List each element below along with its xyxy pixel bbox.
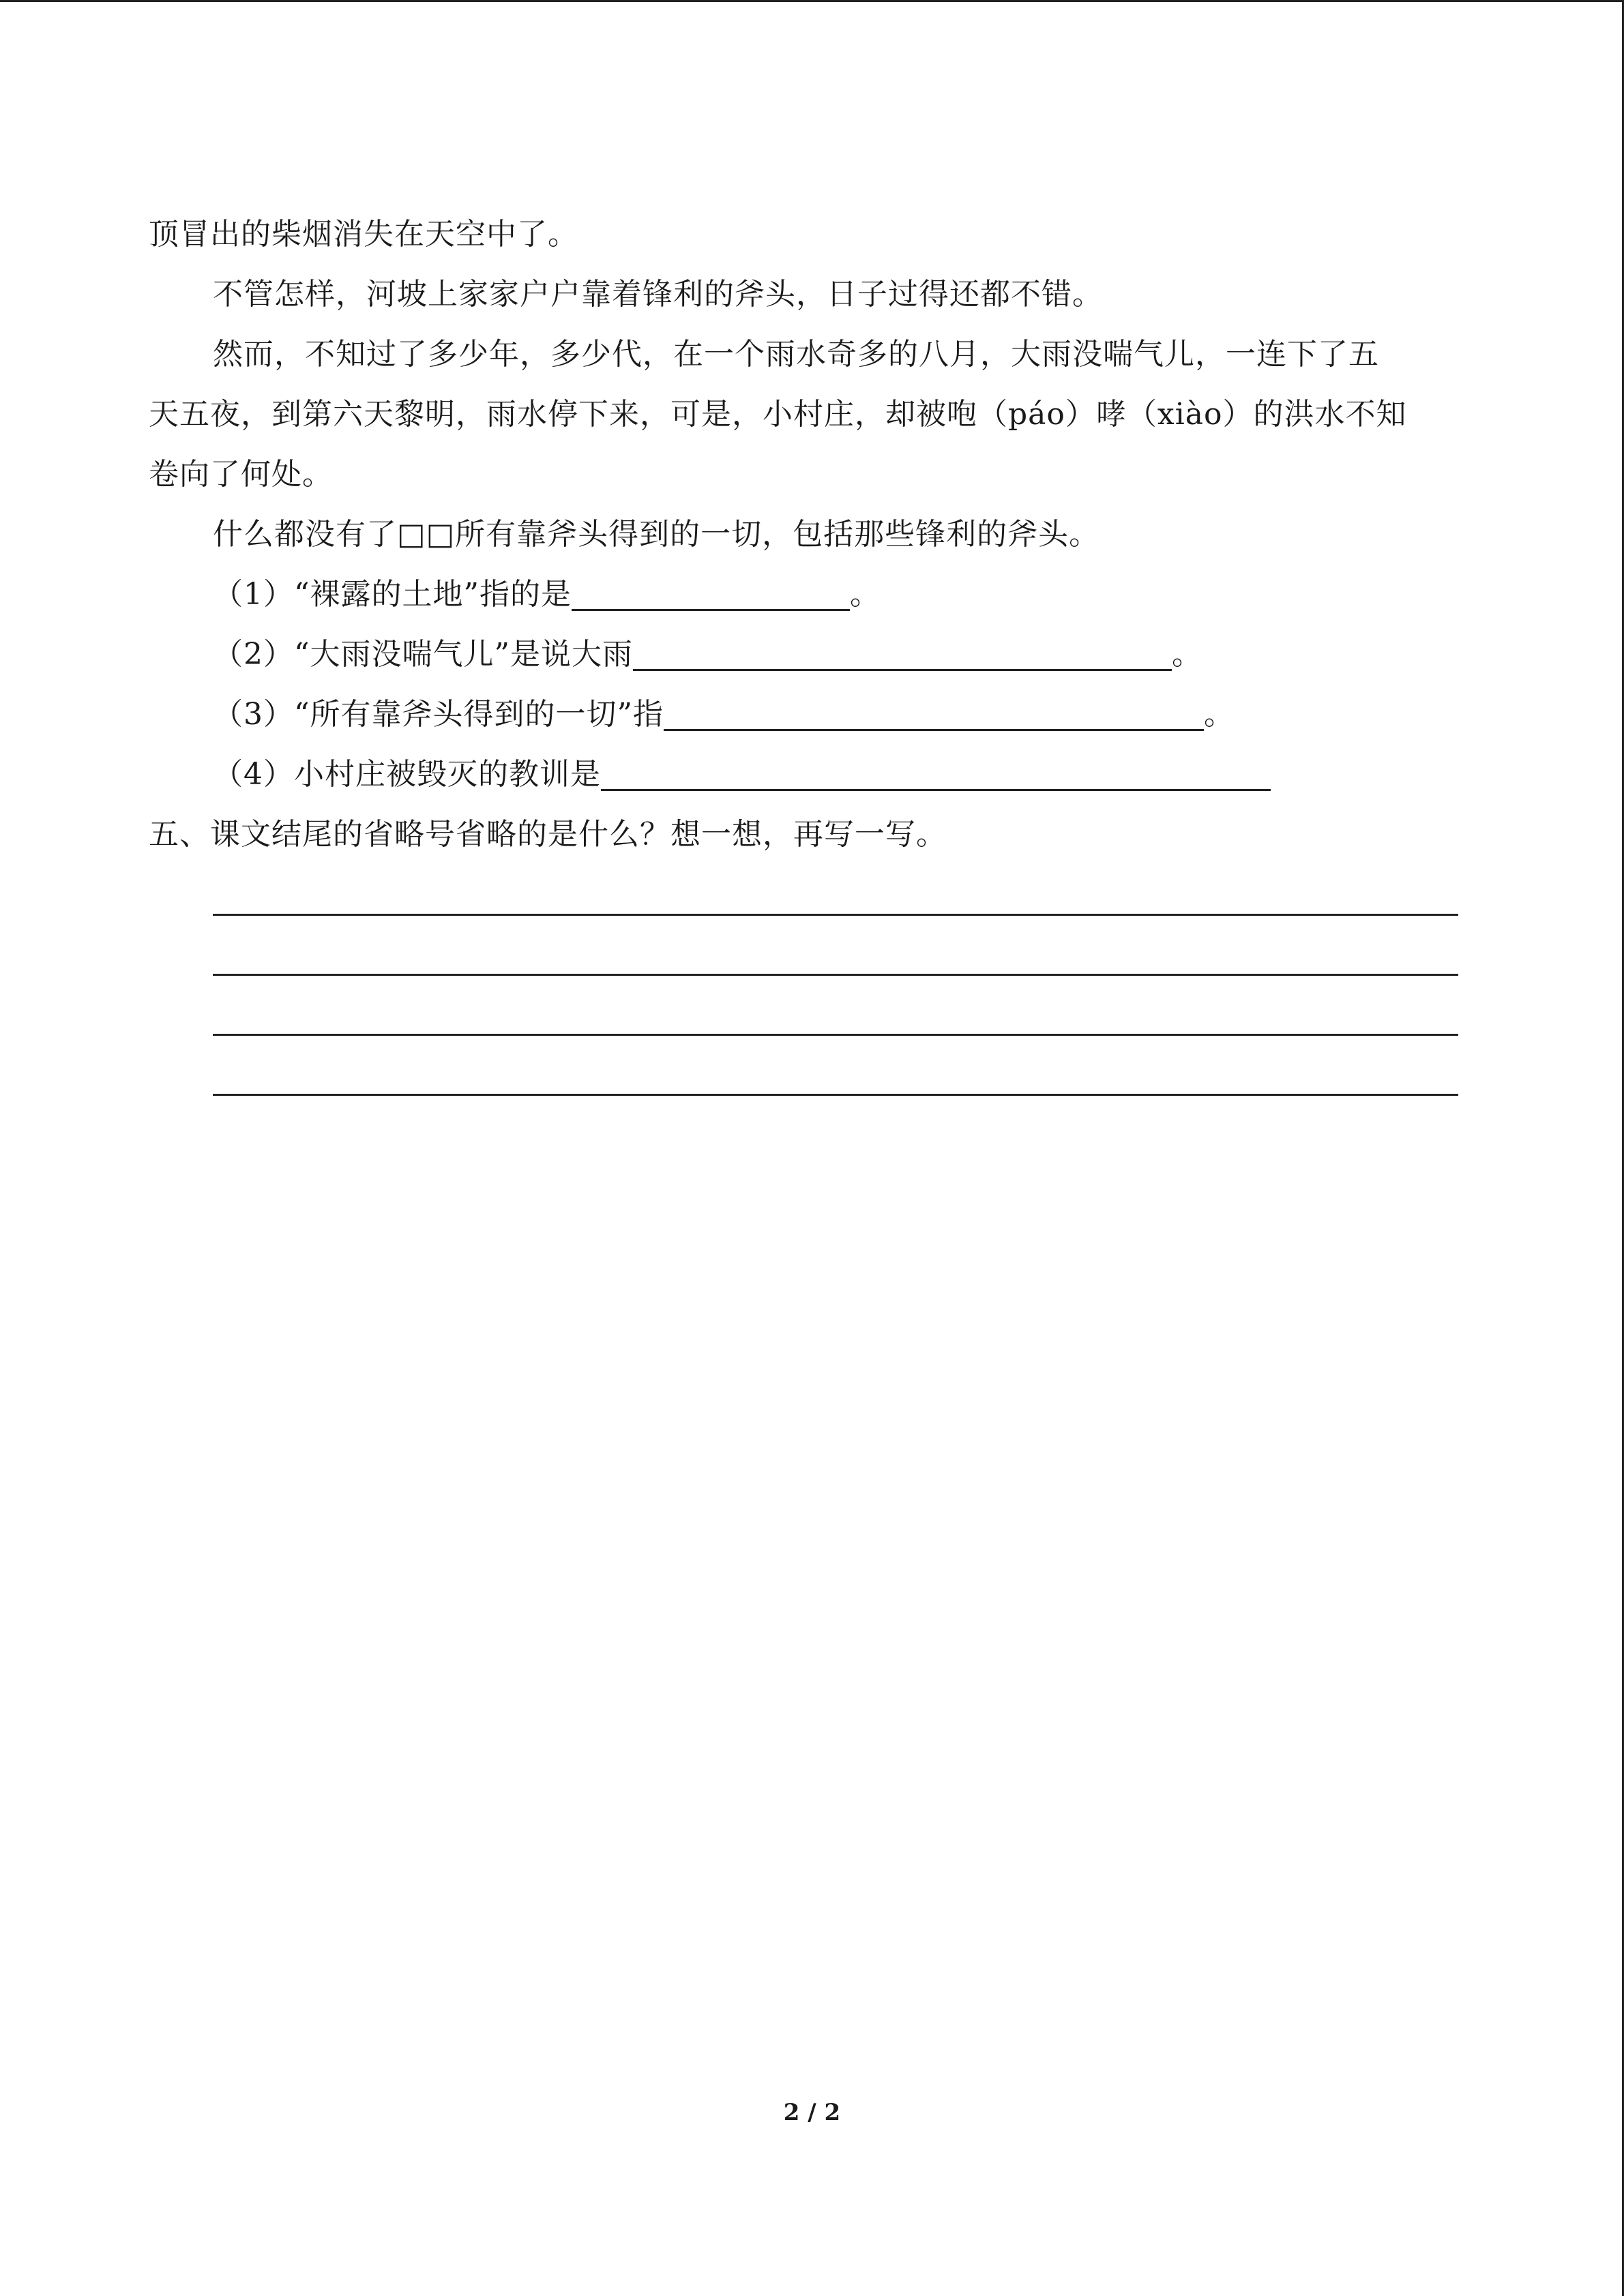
- question-1-answer-blank[interactable]: [572, 571, 850, 611]
- section-5-title: 五、课文结尾的省略号省略的是什么？想一想，再写一写。: [149, 817, 947, 852]
- passage-line-1: 顶冒出的柴烟消失在天空中了。: [149, 217, 578, 252]
- question-2-answer-blank[interactable]: [633, 631, 1172, 671]
- question-3-answer-blank[interactable]: [664, 691, 1204, 731]
- answer-line-4[interactable]: [213, 1094, 1458, 1096]
- passage-line-6: 什么都没有了□□所有靠斧头得到的一切，包括那些锋利的斧头。: [213, 517, 1100, 552]
- top-border: [0, 0, 1624, 2]
- answer-line-3[interactable]: [213, 1034, 1458, 1036]
- question-3-end: 。: [1203, 697, 1235, 732]
- question-2-label: （2）“大雨没喘气儿”是说大雨: [213, 637, 633, 672]
- answer-line-2[interactable]: [213, 974, 1458, 976]
- question-2-end: 。: [1171, 637, 1202, 672]
- worksheet-page: [149, 205, 1458, 865]
- passage-line-2: 不管怎样，河坡上家家户户靠着锋利的斧头，日子过得还都不错。: [213, 277, 1103, 312]
- question-3-label: （3）“所有靠斧头得到的一切”指: [213, 697, 664, 732]
- passage-line-3-text: 然而，不知过了多少年，多少代，在一个雨水奇多的八月，大雨没喘气儿，一连下了五: [213, 337, 1379, 372]
- question-1: [149, 565, 1458, 625]
- page-number: 2 / 2: [783, 2099, 841, 2126]
- passage-line-3: [149, 325, 1458, 385]
- question-3: [149, 685, 1458, 745]
- question-2: [149, 625, 1458, 685]
- question-1-label: （1）“裸露的土地”指的是: [213, 577, 572, 612]
- question-4: [149, 745, 1458, 805]
- passage-line-5: 卷向了何处。: [149, 457, 333, 492]
- passage-line-4: 天五夜，到第六天黎明，雨水停下来，可是，小村庄，却被咆（páo）哮（xiào）的洪水不知: [149, 397, 1407, 432]
- answer-line-1[interactable]: [213, 914, 1458, 916]
- question-4-label: （4）小村庄被毁灭的教训是: [213, 757, 601, 792]
- question-1-end: 。: [849, 577, 881, 612]
- question-4-answer-blank[interactable]: [601, 751, 1271, 791]
